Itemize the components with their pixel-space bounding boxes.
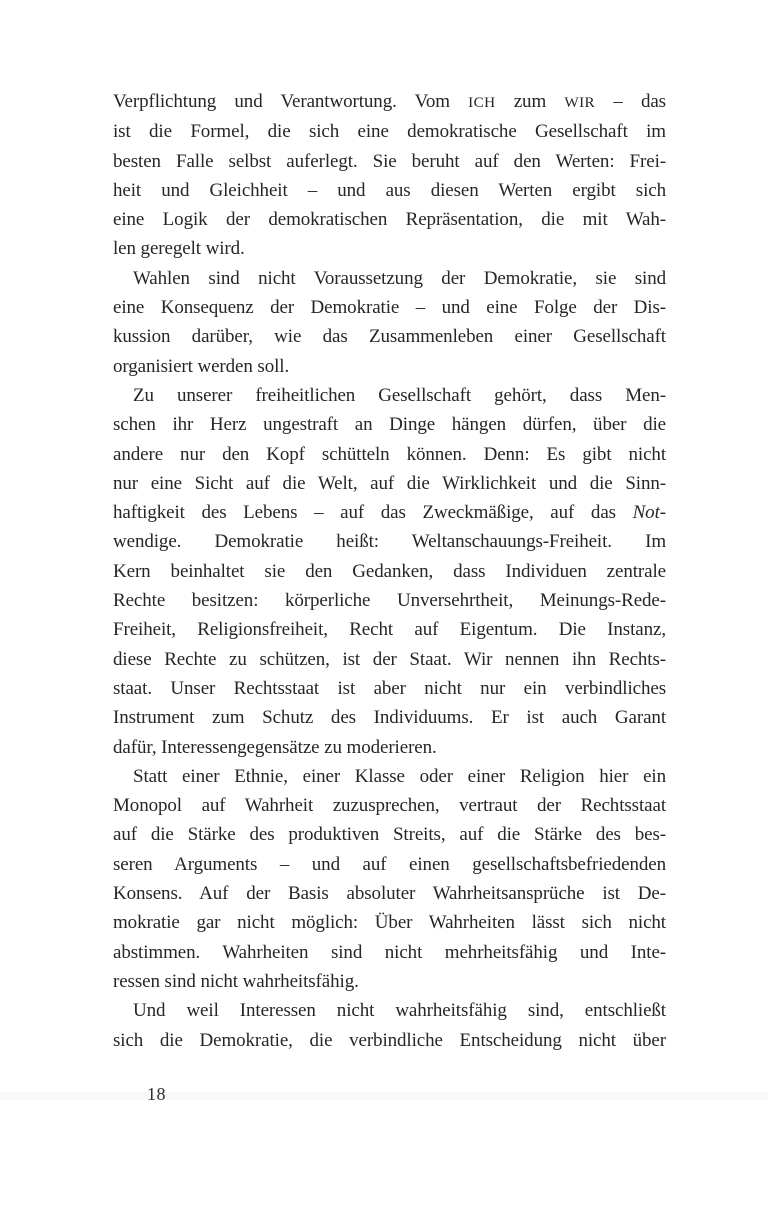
text-line: sich die Demokratie, die verbindliche Entscheidung nicht über	[113, 1029, 666, 1051]
text-line: Und weil Interessen nicht wahrheitsfähig sind, entschließt	[133, 1000, 666, 1022]
text-line	[113, 498, 666, 527]
text-line: schen ihr Herz ungestraft an Dinge hängen dürfen, über die	[113, 414, 666, 436]
text-line: nur eine Sicht auf die Welt, auf die Wirklichkeit und die Sinn-	[113, 472, 666, 494]
paragraph	[113, 87, 666, 264]
small-caps-ich: ICH	[468, 94, 496, 111]
text-line: Rechte besitzen: körperliche Unversehrtheit, Meinungs-Rede-	[113, 590, 666, 612]
italic-segment: Not-	[632, 502, 666, 524]
text-line: eine Konsequenz der Demokratie – und eine Folge der Dis-	[113, 297, 666, 319]
text-segment: haftigkeit des Lebens – auf das Zweckmäßige, auf das	[113, 502, 633, 524]
scan-artifact	[0, 1092, 768, 1100]
text-line: wendige. Demokratie heißt: Weltanschauungs-Freiheit. Im	[113, 531, 666, 553]
text-line: seren Arguments – und auf einen gesellschaftsbefriedenden	[113, 853, 666, 875]
text-segment: – das	[595, 91, 666, 112]
paragraph	[113, 996, 666, 1055]
text-line: andere nur den Kopf schütteln können. Denn: Es gibt nicht	[113, 443, 666, 465]
body-text	[113, 87, 666, 1055]
text-line: ressen sind nicht wahrheitsfähig.	[113, 970, 359, 992]
text-line: Monopol auf Wahrheit zuzusprechen, vertraut der Rechtsstaat	[113, 795, 666, 817]
paragraph	[113, 381, 666, 762]
text-line: dafür, Interessengegensätze zu moderieren.	[113, 736, 437, 758]
text-line: heit und Gleichheit – und aus diesen Werten ergibt sich	[113, 179, 666, 201]
text-segment: zum	[495, 91, 565, 112]
text-line: eine Logik der demokratischen Repräsentation, die mit Wah-	[113, 209, 666, 231]
text-line: Zu unserer freiheitlichen Gesellschaft gehört, dass Men-	[133, 384, 666, 406]
text-line: Wahlen sind nicht Voraussetzung der Demokratie, sie sind	[133, 267, 666, 289]
text-line: besten Falle selbst auferlegt. Sie beruht auf den Werten: Frei-	[113, 150, 666, 172]
text-line: auf die Stärke des produktiven Streits, auf die Stärke des bes-	[113, 824, 666, 846]
text-line: mokratie gar nicht möglich: Über Wahrheiten lässt sich nicht	[113, 912, 666, 934]
text-line: len geregelt wird.	[113, 238, 245, 260]
paragraph	[113, 762, 666, 996]
text-line: kussion darüber, wie das Zusammenleben einer Gesellschaft	[113, 326, 666, 348]
text-segment: Verpflichtung und Verantwortung. Vom	[113, 91, 469, 112]
text-line: Kern beinhaltet sie den Gedanken, dass Individuen zentrale	[113, 560, 666, 582]
page-number: 18	[147, 1084, 166, 1104]
text-line: staat. Unser Rechtsstaat ist aber nicht nur ein verbindliches	[113, 677, 666, 699]
text-line: ist die Formel, die sich eine demokratische Gesellschaft im	[113, 121, 666, 143]
small-caps-wir: WIR	[564, 94, 596, 111]
text-line: Freiheit, Religionsfreiheit, Recht auf Eigentum. Die Instanz,	[113, 619, 666, 641]
text-line: diese Rechte zu schützen, ist der Staat. Wir nennen ihn Rechts-	[113, 648, 666, 670]
text-line: Konsens. Auf der Basis absoluter Wahrheitsansprüche ist De-	[113, 883, 666, 905]
text-line: abstimmen. Wahrheiten sind nicht mehrheitsfähig und Inte-	[113, 941, 666, 963]
text-line: Instrument zum Schutz des Individuums. Er ist auch Garant	[113, 707, 666, 729]
paragraph	[113, 264, 666, 381]
text-line: organisiert werden soll.	[113, 355, 290, 377]
text-line	[113, 87, 666, 117]
text-line: Statt einer Ethnie, einer Klasse oder einer Religion hier ein	[133, 765, 666, 787]
